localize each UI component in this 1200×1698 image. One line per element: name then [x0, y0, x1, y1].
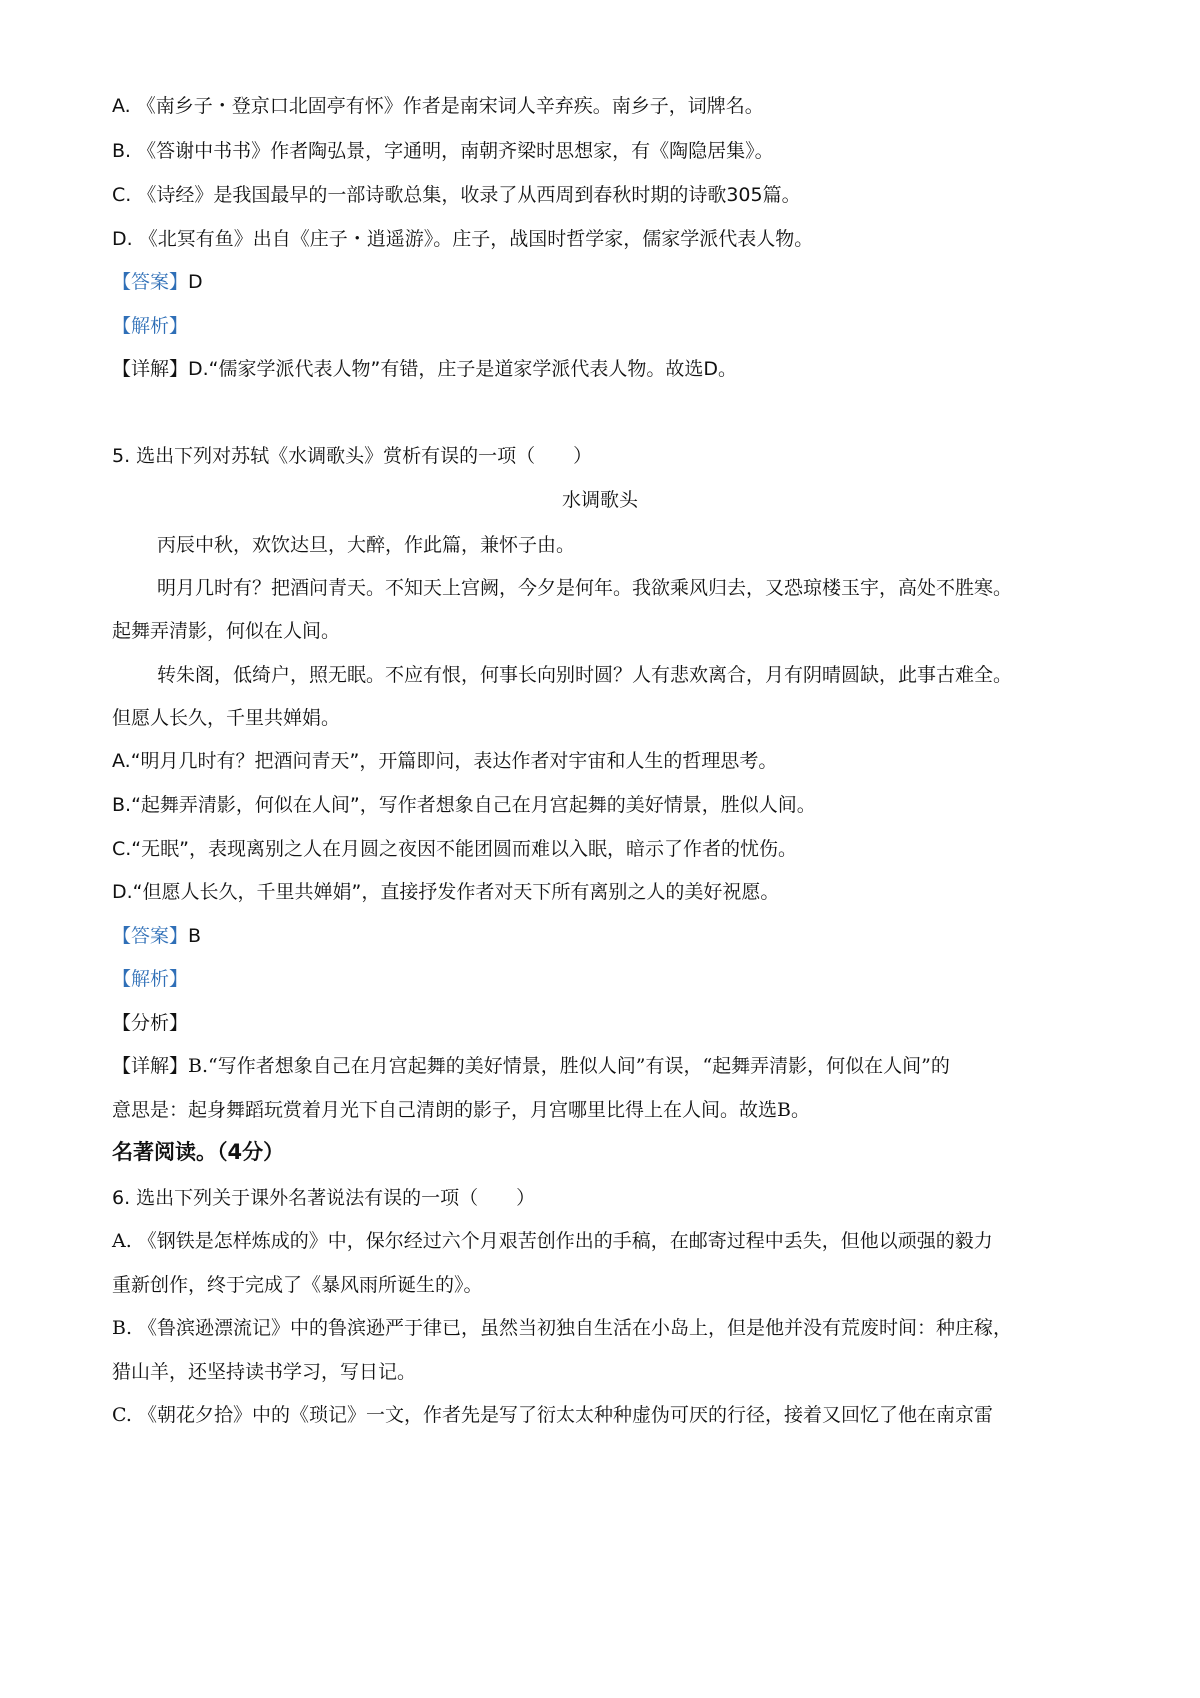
poem-stanza2-line2: 但愿人长久，千里共婵娟。 — [112, 707, 341, 729]
answer-tag: 【答案】 — [112, 925, 189, 947]
detail-tag: 【详解】 — [112, 1055, 189, 1077]
detail-text: D.“儒家学派代表人物”有错，庄子是道家学派代表人物。故选D。 — [188, 358, 738, 380]
q5-fenxi-tag: 【分析】 — [112, 1012, 189, 1034]
q4-analysis-tag: 【解析】 — [112, 315, 189, 337]
q6-option-b-line2: 猎山羊，还坚持读书学习，写日记。 — [112, 1361, 417, 1383]
q4-option-d: D. 《北冥有鱼》出自《庄子・逍遥游》。庄子，战国时哲学家，儒家学派代表人物。 — [112, 228, 814, 250]
q4-option-a: A. 《南乡子・登京口北固亭有怀》作者是南宋词人辛弃疾。南乡子，词牌名。 — [112, 95, 764, 117]
q5-answer — [112, 924, 201, 948]
poem-preface: 丙辰中秋，欢饮达旦，大醉，作此篇，兼怀子由。 — [157, 534, 576, 556]
poem-stanza1-line1: 明月几时有？把酒问青天。不知天上宫阙，今夕是何年。我欲乘风归去，又恐琼楼玉宇，高处不胜寒。 — [157, 577, 1013, 599]
poem-stanza1-line2: 起舞弄清影，何似在人间。 — [112, 620, 341, 642]
q4-answer — [112, 270, 203, 294]
q4-option-c: C. 《诗经》是我国最早的一部诗歌总集，收录了从西周到春秋时期的诗歌305篇。 — [112, 184, 801, 206]
answer-value: B — [188, 925, 202, 947]
q6-option-a-line2: 重新创作，终于完成了《暴风雨所诞生的》。 — [112, 1274, 483, 1296]
answer-value: D — [188, 271, 203, 293]
detail-tag: 【详解】 — [112, 358, 189, 380]
poem-stanza2-line1: 转朱阁，低绮户，照无眠。不应有恨，何事长向别时圆？人有悲欢离合，月有阴晴圆缺，此事古难全。 — [157, 664, 1013, 686]
answer-tag: 【答案】 — [112, 271, 189, 293]
q5-option-c: C.“无眠”，表现离别之人在月圆之夜因不能团圆而难以入眠，暗示了作者的忧伤。 — [112, 838, 797, 860]
poem-title: 水调歌头 — [561, 489, 638, 511]
detail-text: B.“写作者想象自己在月宫起舞的美好情景，胜似人间”有误，“起舞弄清影，何似在人间”的 — [188, 1055, 950, 1077]
q6-stem: 6. 选出下列关于课外名著说法有误的一项（ ） — [112, 1187, 536, 1209]
q4-option-b: B. 《答谢中书书》作者陶弘景，字通明，南朝齐梁时思想家，有《陶隐居集》。 — [112, 140, 774, 162]
section-heading: 名著阅读。（4分） — [112, 1140, 285, 1164]
q5-stem: 5. 选出下列对苏轼《水调歌头》赏析有误的一项（ ） — [112, 445, 593, 467]
q6-option-b-line1: B. 《鲁滨逊漂流记》中的鲁滨逊严于律已，虽然当初独自生活在小岛上，但是他并没有荒废时间：种庄稼， — [112, 1317, 1013, 1339]
q5-analysis-tag: 【解析】 — [112, 968, 189, 990]
q4-detail — [112, 357, 737, 381]
q5-detail-line2: 意思是：起身舞蹈玩赏着月光下自己清朗的影子，月宫哪里比得上在人间。故选B。 — [112, 1099, 810, 1121]
q5-option-a: A.“明月几时有？把酒问青天”，开篇即问，表达作者对宇宙和人生的哲理思考。 — [112, 750, 778, 772]
q5-option-b: B.“起舞弄清影，何似在人间”，写作者想象自己在月宫起舞的美好情景，胜似人间。 — [112, 794, 816, 816]
q6-option-a-line1: A. 《钢铁是怎样炼成的》中，保尔经过六个月艰苦创作出的手稿，在邮寄过程中丢失，但他以顽强的毅力 — [112, 1230, 993, 1252]
q5-detail-line1 — [112, 1054, 950, 1078]
q5-option-d: D.“但愿人长久，千里共婵娟”，直接抒发作者对天下所有离别之人的美好祝愿。 — [112, 881, 780, 903]
q6-option-c-line1: C. 《朝花夕拾》中的《琐记》一文，作者先是写了衍太太种种虚伪可厌的行径，接着又回忆了他在南京雷 — [112, 1404, 993, 1426]
